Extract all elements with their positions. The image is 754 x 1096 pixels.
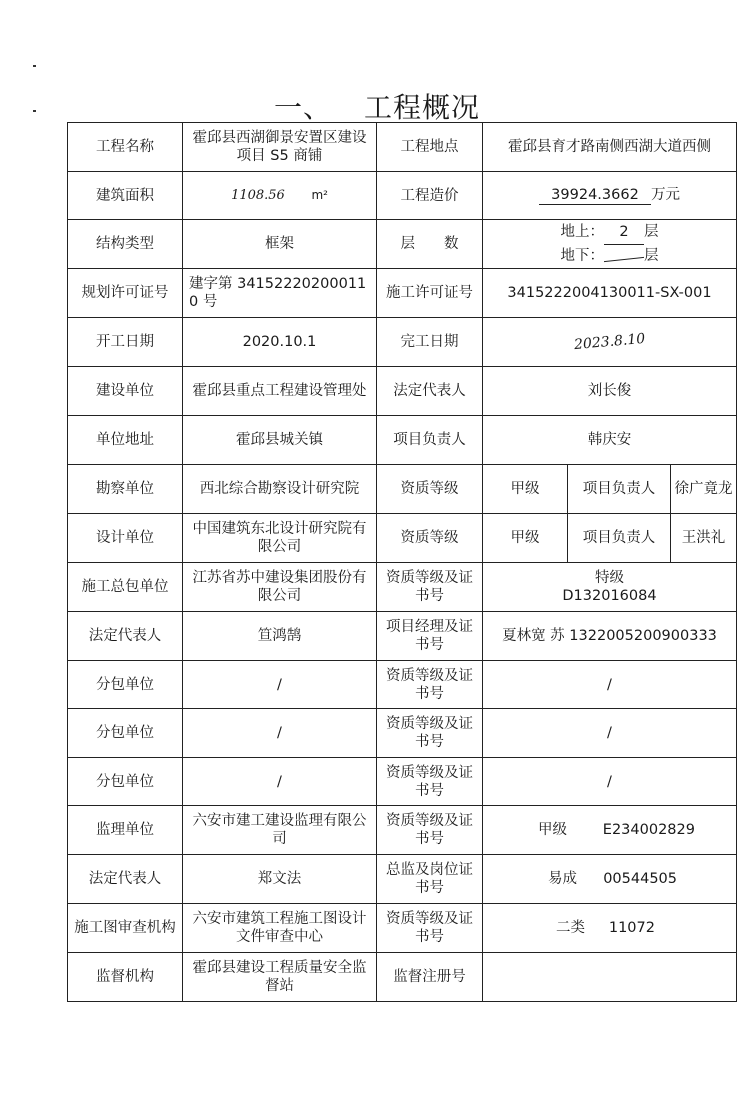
cell-label: 法定代表人: [377, 367, 483, 416]
cell-label: 建设单位: [68, 367, 183, 416]
table-row: [68, 318, 737, 367]
cell-label: 项目负责人: [568, 465, 671, 514]
review-grade: 二类: [556, 920, 585, 936]
cell-value: 霍邱县育才路南侧西湖大道西侧: [483, 123, 737, 172]
project-overview-table: [67, 122, 737, 1002]
cell-value: [483, 953, 737, 1002]
cell-value: 341522200413001​1-SX-001: [483, 269, 737, 318]
cell-grade: 甲级: [483, 465, 568, 514]
cost-value: 39924.3662: [539, 186, 651, 205]
cell-label: 工程造价: [377, 172, 483, 220]
table-row: [68, 269, 737, 318]
table-row: [68, 709, 737, 758]
scan-mark-1: [33, 65, 36, 67]
cell-value: 框架: [183, 220, 377, 269]
cell-value: /: [183, 709, 377, 758]
cell-value: [483, 220, 737, 269]
supervisor-grade: 甲级: [538, 822, 567, 838]
cell-value: /: [183, 661, 377, 709]
completion-date: 2023.8.10: [573, 330, 646, 354]
contractor-grade: 特级: [595, 570, 624, 586]
cell-label: 资质等级及证书号: [377, 904, 483, 953]
cell-value: 霍邱县城关镇: [183, 416, 377, 465]
review-cert: 11072: [608, 920, 655, 936]
section-number: 一、: [273, 91, 332, 124]
cell-value: /: [483, 661, 737, 709]
chief-cert: 00544505: [603, 871, 677, 887]
cell-label: 监督机构: [68, 953, 183, 1002]
cell-value: 徐广竟龙: [671, 465, 737, 514]
cell-value: 江苏省苏中建设集团股份有限公司: [183, 563, 377, 612]
cell-label: 资质等级及证书号: [377, 661, 483, 709]
cell-value: [483, 318, 737, 367]
cell-value: 中国建筑东北设计研究院有限公司: [183, 514, 377, 563]
cell-label: 法定代表人: [68, 612, 183, 661]
cell-value: /: [183, 758, 377, 806]
table-row: [68, 806, 737, 855]
cell-label: 施工图审查机构: [68, 904, 183, 953]
cell-value: /: [483, 709, 737, 758]
cell-label: 资质等级及证书号: [377, 709, 483, 758]
cell-value: 霍邱县建设工程质量安全监督站: [183, 953, 377, 1002]
table-row: [68, 514, 737, 563]
supervisor-cert: E234002829: [602, 822, 695, 838]
cell-label: 监督注册号: [377, 953, 483, 1002]
cell-value: [483, 904, 737, 953]
table-row: [68, 904, 737, 953]
cell-value: 建字第 341522202000110 号: [183, 269, 377, 318]
cell-value: [483, 806, 737, 855]
table-row: [68, 367, 737, 416]
cell-grade: 甲级: [483, 514, 568, 563]
table-row: [68, 220, 737, 269]
cell-value: 夏林宽 苏 1322005200900333: [483, 612, 737, 661]
floors-above: 地上： 2 层: [486, 221, 733, 245]
cell-label: 设计单位: [68, 514, 183, 563]
cost-unit: 万元: [651, 187, 680, 203]
cell-label: 施工总包单位: [68, 563, 183, 612]
cell-label: 勘察单位: [68, 465, 183, 514]
table-row: [68, 758, 737, 806]
cell-value: 霍邱县西湖御景安置区建设项目 S5 商铺: [183, 123, 377, 172]
cell-label: 资质等级: [377, 465, 483, 514]
floors-below: 地下： 层: [560, 247, 659, 264]
cell-label: 层 数: [377, 220, 483, 269]
cell-label: 完工日期: [377, 318, 483, 367]
cell-value: 笪鸿鹄: [183, 612, 377, 661]
cell-label: 监理单位: [68, 806, 183, 855]
cell-value: 刘长俊: [483, 367, 737, 416]
cell-value: 郑文法: [183, 855, 377, 904]
cell-value: 王洪礼: [671, 514, 737, 563]
cell-label: 工程名称: [68, 123, 183, 172]
cell-value: [483, 172, 737, 220]
table-row: [68, 563, 737, 612]
cell-label: 单位地址: [68, 416, 183, 465]
cell-label: 项目负责人: [568, 514, 671, 563]
area-unit: m²: [311, 188, 328, 202]
cell-label: 项目负责人: [377, 416, 483, 465]
section-title: 工程概况: [364, 91, 481, 124]
cell-value: 2020.10.1: [183, 318, 377, 367]
table-row: [68, 661, 737, 709]
cell-value: /: [483, 758, 737, 806]
cell-label: 分包单位: [68, 709, 183, 758]
cell-label: 资质等级: [377, 514, 483, 563]
cell-label: 分包单位: [68, 758, 183, 806]
cell-label: 资质等级及证书号: [377, 758, 483, 806]
cell-value: [483, 563, 737, 612]
area-value: 1108.56: [231, 188, 285, 203]
table-row: [68, 416, 737, 465]
table-row: [68, 123, 737, 172]
cell-value: [183, 172, 377, 220]
cell-label: 施工许可证号: [377, 269, 483, 318]
cell-label: 结构类型: [68, 220, 183, 269]
cell-label: 项目经理及证书号: [377, 612, 483, 661]
cell-value: 西北综合勘察设计研究院: [183, 465, 377, 514]
cell-label: 工程地点: [377, 123, 483, 172]
cell-label: 开工日期: [68, 318, 183, 367]
page-title: [0, 86, 754, 126]
cell-label: 建筑面积: [68, 172, 183, 220]
table-row: [68, 465, 737, 514]
chief-name: 易成: [548, 871, 577, 887]
table-row: [68, 953, 737, 1002]
cell-label: 规划许可证号: [68, 269, 183, 318]
cell-label: 总监及岗位证书号: [377, 855, 483, 904]
cell-value: 六安市建工建设监理有限公司: [183, 806, 377, 855]
cell-label: 分包单位: [68, 661, 183, 709]
table-row: [68, 612, 737, 661]
table-row: [68, 172, 737, 220]
cell-value: 韩庆安: [483, 416, 737, 465]
cell-value: 霍邱县重点工程建设管理处: [183, 367, 377, 416]
cell-label: 资质等级及证书号: [377, 806, 483, 855]
cell-label: 法定代表人: [68, 855, 183, 904]
cell-value: [483, 855, 737, 904]
cell-value: 六安市建筑工程施工图设计文件审查中心: [183, 904, 377, 953]
table-row: [68, 855, 737, 904]
cell-label: 资质等级及证书号: [377, 563, 483, 612]
contractor-cert: D132016084: [562, 588, 657, 604]
